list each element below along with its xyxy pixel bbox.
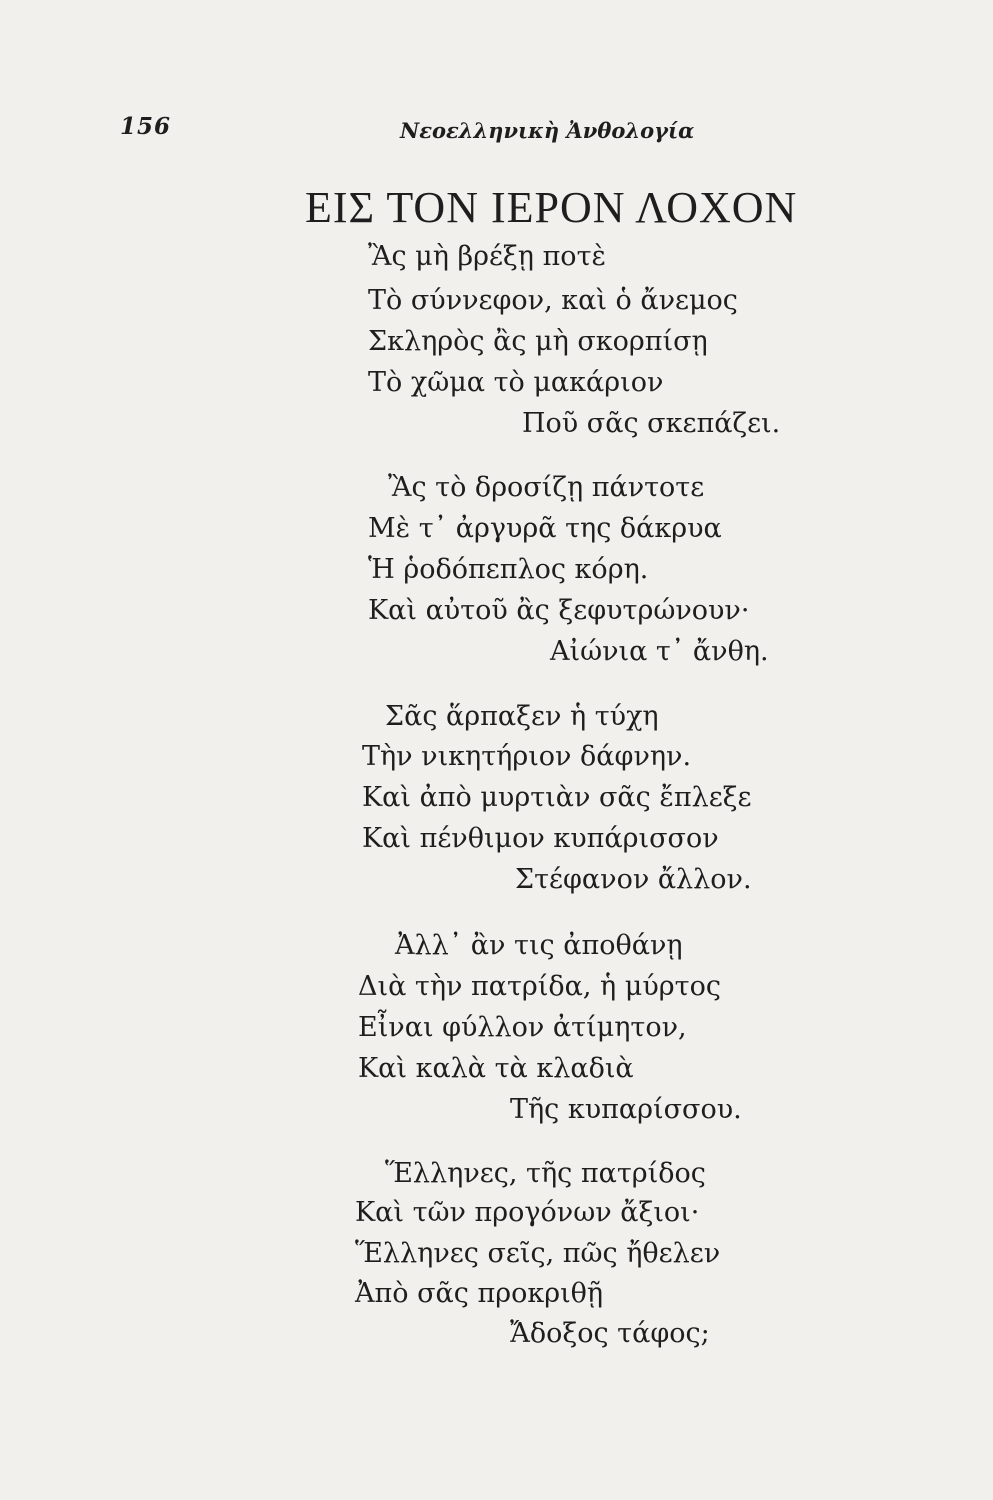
poem-line: Τὴν νικητήριον δάφνην. <box>362 741 692 772</box>
poem-line: Ἀλλ᾽ ἂν τις ἀποθάνῃ <box>395 930 683 961</box>
running-title: Νεοελληνικὴ Ἀνθολογία <box>400 118 695 143</box>
poem-line: Καὶ καλὰ τὰ κλαδιὰ <box>358 1053 634 1084</box>
poem-line: Τὸ χῶμα τὸ μακάριον <box>368 367 664 398</box>
poem-line: Ἂς τὸ δροσίζῃ πάντοτε <box>388 472 705 503</box>
poem-line: Στέφανον ἄλλον. <box>515 864 752 895</box>
poem-line: Τὸ σύννεφον, καὶ ὁ ἄνεμος <box>368 285 738 316</box>
poem-line: Ἄδοξος τάφος; <box>510 1318 710 1349</box>
poem-title: ΕΙΣ ΤΟΝ ΙΕΡΟΝ ΛΟΧΟΝ <box>305 183 798 232</box>
poem-line: Καὶ αὐτοῦ ἂς ξεφυτρώνουν· <box>368 595 750 626</box>
poem-line: Ἀπὸ σᾶς προκριθῇ <box>355 1278 604 1309</box>
poem-line: Ἕλληνες σεῖς, πῶς ἤθελεν <box>355 1238 721 1269</box>
poem-line: Καὶ πένθιμον κυπάρισσον <box>362 823 719 854</box>
poem-line: Καὶ ἀπὸ μυρτιὰν σᾶς ἔπλεξε <box>362 782 752 813</box>
poem-line: Τῆς κυπαρίσσου. <box>510 1094 742 1125</box>
poem-line: Αἰώνια τ᾽ ἄνθη. <box>550 636 769 667</box>
poem-line: Εἶναι φύλλον ἀτίμητον, <box>358 1012 687 1043</box>
poem-line: Ἂς μὴ βρέξῃ ποτὲ <box>368 241 606 272</box>
poem-line: Καὶ τῶν προγόνων ἄξιοι· <box>355 1197 700 1228</box>
poem-line: Διὰ τὴν πατρίδα, ἡ μύρτος <box>358 971 721 1002</box>
poem-line: Μὲ τ᾽ ἀργυρᾶ της δάκρυα <box>368 513 722 544</box>
poem-line: Σκληρὸς ἂς μὴ σκορπίσῃ <box>368 326 708 357</box>
page-number: 156 <box>120 113 172 140</box>
poem-line: Ποῦ σᾶς σκεπάζει. <box>522 408 781 439</box>
poem-line: Σᾶς ἅρπαξεν ἡ τύχη <box>385 701 659 732</box>
poem-line: Ἡ ῥοδόπεπλος κόρη. <box>368 554 649 585</box>
poem-line: Ἕλληνες, τῆς πατρίδος <box>385 1158 706 1189</box>
